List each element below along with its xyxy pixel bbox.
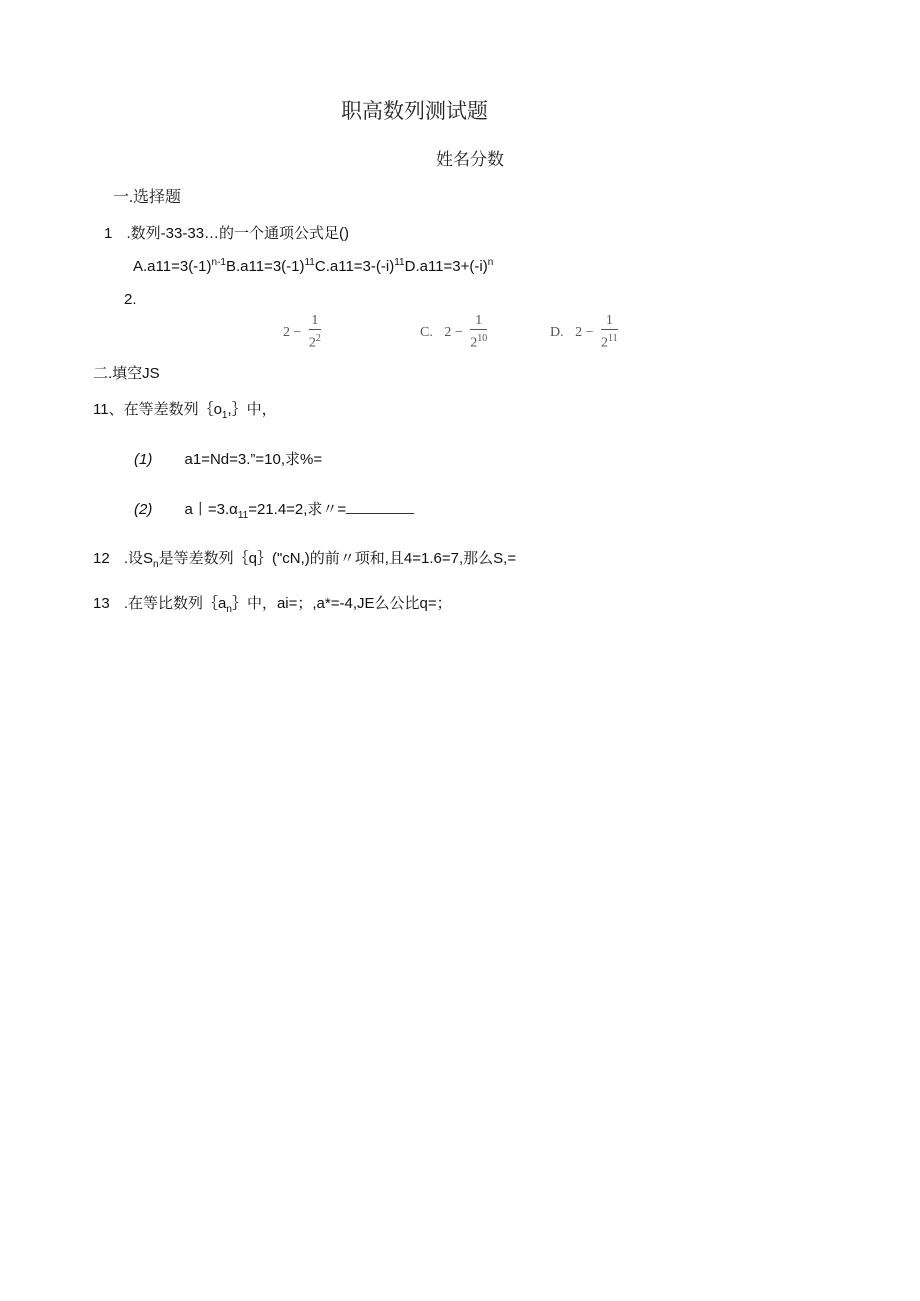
question-2-number: 2. — [124, 291, 137, 308]
option-c: C.a11=3-(-i) — [314, 258, 395, 275]
denominator-base: 2 — [601, 335, 609, 351]
page-title: 职高数列测试题 — [341, 99, 488, 123]
question-1 — [104, 222, 349, 243]
name-score-line: 姓名分数 — [436, 150, 504, 169]
denominator-exponent: 2 — [315, 333, 321, 344]
question-2-option-d — [550, 313, 618, 353]
part-1-label: (1) — [134, 451, 153, 468]
denominator-base: 2 — [470, 335, 478, 351]
question-11-text-tail: ,｝中， — [227, 401, 277, 418]
denominator-exponent: 10 — [477, 333, 488, 344]
option-label: C. — [420, 325, 433, 341]
answer-blank[interactable] — [346, 501, 414, 514]
question-2-option-1 — [283, 313, 321, 353]
option-d-exponent: n — [487, 257, 494, 268]
option-minus: − — [585, 325, 594, 341]
question-12 — [93, 547, 516, 570]
part-2-label: (2) — [134, 501, 153, 518]
part-2-text: a丨=3.α — [184, 501, 238, 518]
option-b: B.a11=3(-1) — [225, 258, 305, 275]
option-label: D. — [550, 325, 564, 341]
fraction-numerator: 1 — [470, 313, 487, 330]
option-lead: 2 — [444, 325, 452, 341]
question-2-option-c — [420, 313, 487, 353]
part-1-text: a1=Nd=3.”=10,求%= — [184, 451, 323, 468]
question-12-text-tail: 是等差数列｛q｝("cN,)的前〃项和,且4=1.6=7,那么S,= — [158, 550, 517, 567]
question-13-subscript: n — [226, 604, 232, 615]
fraction — [470, 313, 487, 353]
section-fill-heading: 二.填空JS — [93, 365, 160, 382]
question-1-options — [133, 257, 493, 275]
option-lead: 2 — [575, 325, 583, 341]
question-11-part-2 — [134, 498, 414, 521]
section-choice-heading: 一.选择题 — [113, 189, 182, 206]
question-11 — [93, 398, 277, 421]
question-12-text: .设S — [123, 550, 154, 567]
question-12-number: 12 — [93, 550, 110, 567]
part-2-text-tail: =21.4=2,求〃= — [248, 501, 347, 518]
denominator-base: 2 — [308, 335, 316, 351]
question-11-text: 11、在等差数列｛o — [93, 401, 222, 418]
question-1-text: .数列-33-33…的一个通项公式足() — [126, 225, 350, 242]
part-2-subscript: 11 — [237, 510, 249, 521]
question-12-subscript: n — [153, 559, 159, 570]
option-lead: 2 — [283, 325, 290, 341]
question-1-number: 1 — [104, 225, 113, 242]
fraction-denominator — [309, 330, 321, 353]
question-11-subscript: 1 — [221, 410, 228, 421]
question-13-text-tail: ｝中，ai=；,a*=-4,JE么公比q=； — [231, 595, 452, 612]
fraction-numerator: 1 — [601, 313, 618, 330]
question-13-text: .在等比数列｛a — [123, 595, 227, 612]
question-13 — [93, 592, 452, 615]
question-11-part-1 — [134, 448, 322, 469]
question-13-number: 13 — [93, 595, 110, 612]
denominator-exponent: 11 — [608, 333, 618, 344]
fraction — [309, 313, 321, 353]
option-minus: − — [293, 325, 302, 341]
option-minus: − — [454, 325, 463, 341]
fraction-denominator — [601, 330, 618, 353]
option-d: D.a11=3+(-i) — [404, 258, 488, 275]
fraction-numerator: 1 — [309, 313, 321, 330]
option-b-exponent: 11 — [304, 257, 315, 268]
option-a-exponent: n-1 — [211, 257, 226, 268]
fraction-denominator — [470, 330, 487, 353]
option-c-exponent: 11 — [394, 257, 405, 268]
option-a: A.a11=3(-1) — [133, 258, 212, 275]
fraction — [601, 313, 618, 353]
